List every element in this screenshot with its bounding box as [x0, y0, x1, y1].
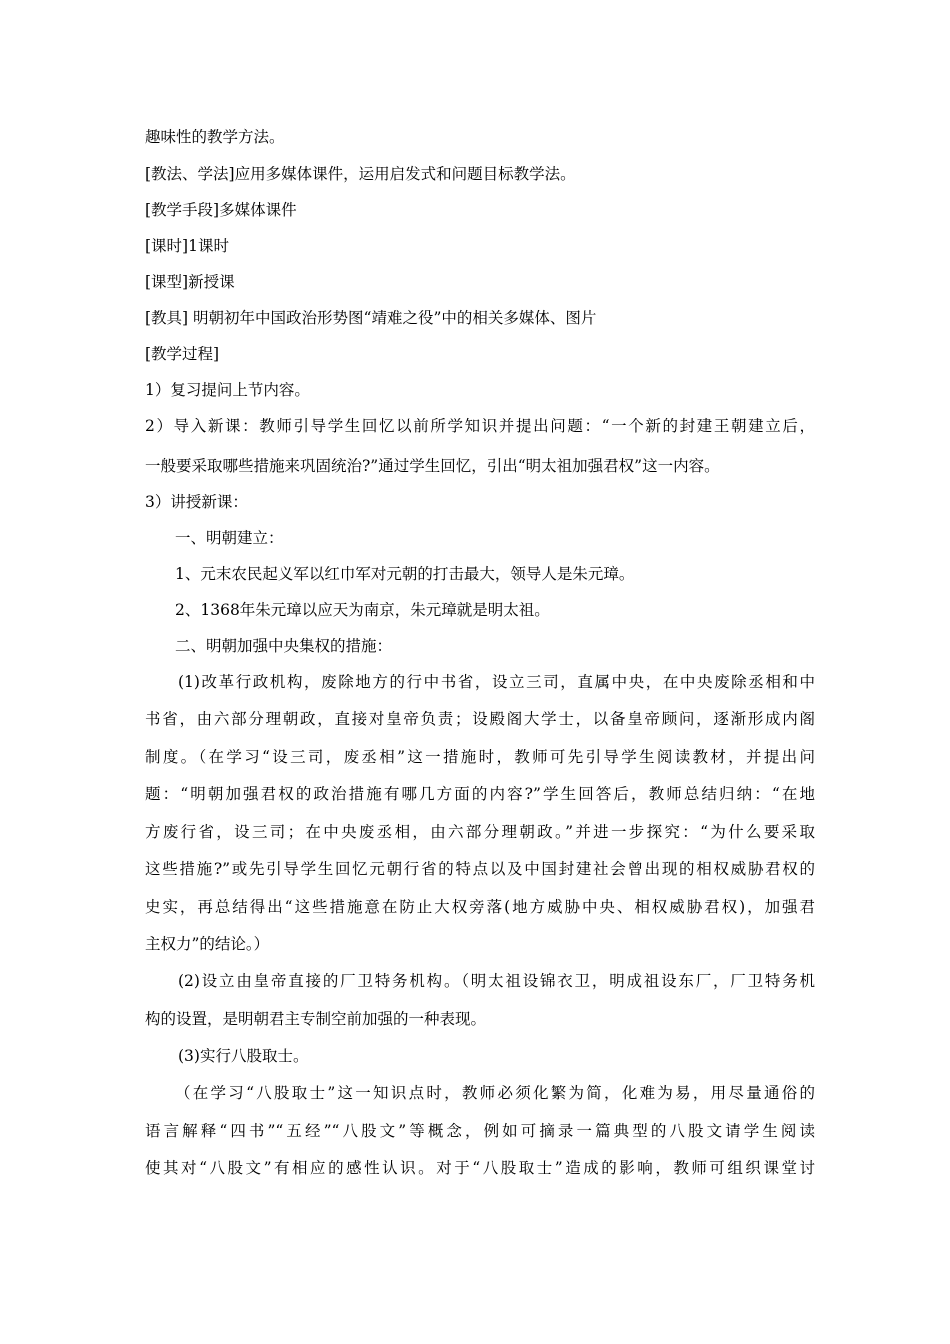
- text-line: [课型]新授课: [145, 273, 235, 291]
- text-line: 这些措施?”或先引导学生回忆元朝行省的特点以及中国封建社会曾出现的相权威胁君权的: [145, 860, 815, 878]
- text-line: 主权力”的结论。）: [145, 935, 270, 953]
- text-line: 书省，由六部分理朝政，直接对皇帝负责；设殿阁大学士，以备皇帝顾问，逐渐形成内阁: [145, 710, 815, 728]
- text-line: 构的设置，是明朝君主专制空前加强的一种表现。: [145, 1010, 487, 1028]
- text-line: (3)实行八股取士。: [178, 1047, 309, 1065]
- text-line: 2）导入新课：教师引导学生回忆以前所学知识并提出问题：“一个新的封建王朝建立后，: [145, 417, 815, 435]
- section-heading: 一、明朝建立：: [175, 529, 284, 547]
- text-line: 1、元末农民起义军以红巾军对元朝的打击最大，领导人是朱元璋。: [175, 565, 635, 583]
- text-line: [课时]1课时: [145, 237, 229, 255]
- text-line: 语言解释“四书”“五经”“八股文”等概念，例如可摘录一篇典型的八股文请学生阅读: [145, 1122, 815, 1140]
- text-line: 3）讲授新课：: [145, 493, 248, 511]
- text-line: 1）复习提问上节内容。: [145, 381, 310, 399]
- section-heading: 二、明朝加强中央集权的措施：: [175, 637, 393, 655]
- text-line: (1)改革行政机构，废除地方的行中书省，设立三司，直属中央，在中央废除丞相和中: [178, 673, 815, 691]
- text-line: [教学过程]: [145, 345, 220, 363]
- text-line: [教学手段]多媒体课件: [145, 201, 297, 219]
- text-line: 史实，再总结得出“这些措施意在防止大权旁落(地方威胁中央、相权威胁君权)，加强君: [145, 898, 815, 916]
- text-line: 使其对“八股文”有相应的感性认识。对于“八股取士”造成的影响，教师可组织课堂讨: [145, 1159, 815, 1177]
- text-line: 方废行省，设三司；在中央废丞相，由六部分理朝政。”并进一步探究：“为什么要采取: [145, 823, 815, 841]
- text-line: 一般要采取哪些措施来巩固统治?”通过学生回忆，引出“明太祖加强君权”这一内容。: [145, 457, 720, 475]
- text-line: 题：“明朝加强君权的政治措施有哪几方面的内容?”学生回答后，教师总结归纳：“在地: [145, 785, 815, 803]
- text-line: （在学习“八股取士”这一知识点时，教师必须化繁为简，化难为易，用尽量通俗的: [175, 1084, 815, 1102]
- text-line: (2)设立由皇帝直接的厂卫特务机构。（明太祖设锦衣卫，明成祖设东厂，厂卫特务机: [178, 972, 815, 990]
- text-line: 趣味性的教学方法。: [145, 128, 285, 146]
- text-line: 制度。（在学习“设三司，废丞相”这一措施时，教师可先引导学生阅读教材，并提出问: [145, 748, 815, 766]
- text-line: [教法、学法]应用多媒体课件，运用启发式和问题目标教学法。: [145, 165, 576, 183]
- text-line: 2、1368年朱元璋以应天为南京，朱元璋就是明太祖。: [175, 601, 550, 619]
- text-line: [教具] 明朝初年中国政治形势图“靖难之役”中的相关多媒体、图片: [145, 309, 597, 327]
